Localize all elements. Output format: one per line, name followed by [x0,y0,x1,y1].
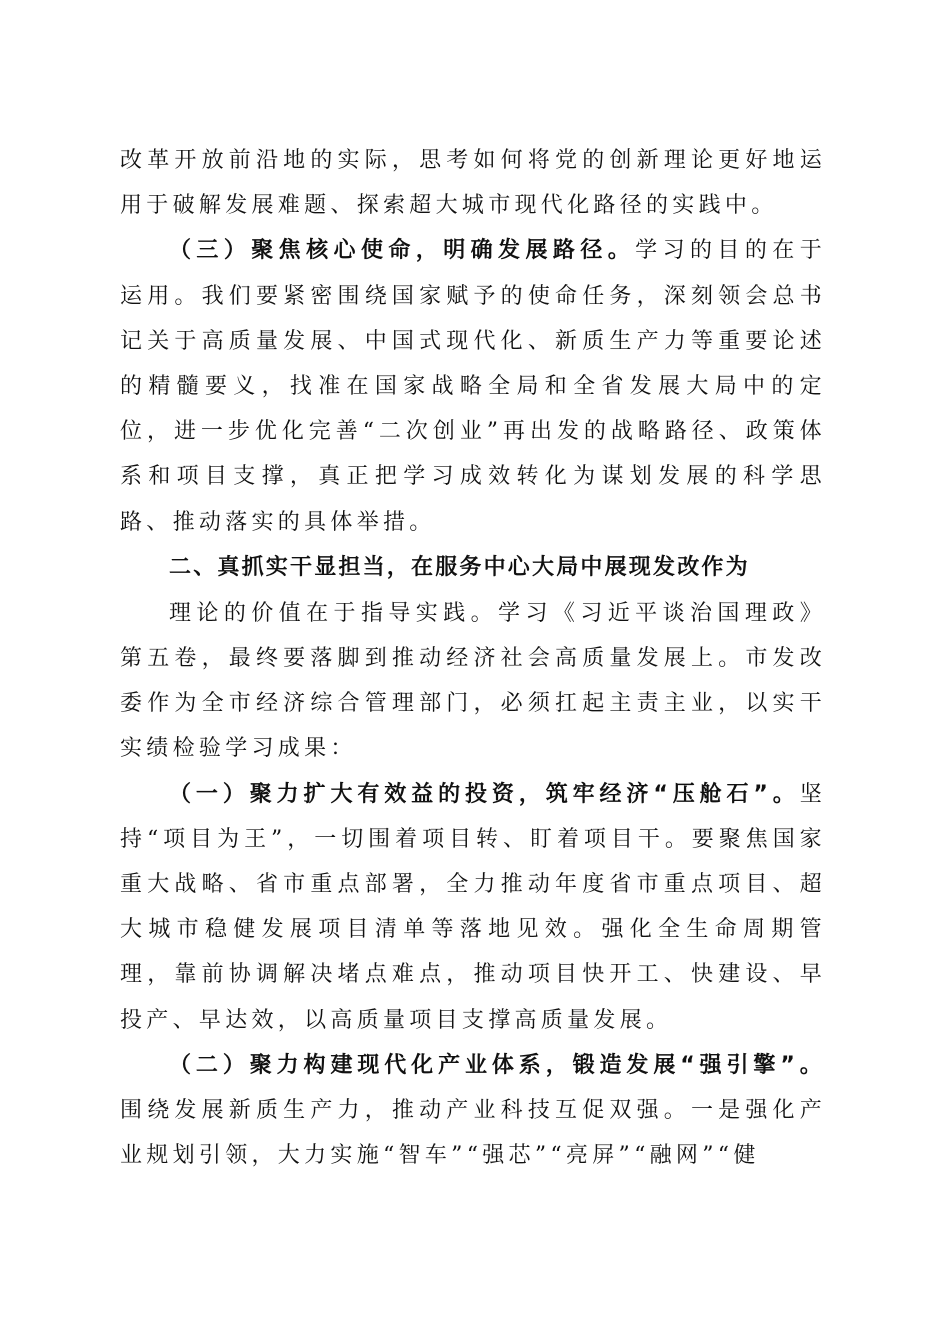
paragraph-body-core-mission: 学习的目的在于运用。我们要紧密围绕国家赋予的使命任务，深刻领会总书记关于高质量发展、中国式现代化、新质生产力等重要论述的精髓要义，找准在国家战略全局和全省发展大局中的定位，进一步优化完善“二次创业”再出发的战略路径、政策体系和项目支撑，真正把学习成效转化为谋划发展的科学思路、推动落实的具体举措。 [120,238,826,535]
paragraph-theory-practice: 理论的价值在于指导实践。学习《习近平谈治国理政》第五卷，最终要落脚到推动经济社会高质量发展上。市发改委作为全市经济综合管理部门，必须扛起主责主业，以实干实绩检验学习成果： [120,600,826,762]
paragraph-core-mission [120,228,826,544]
paragraph-industry-system [120,1043,826,1179]
document-page [120,138,826,1178]
paragraph-lead-core-mission: （三）聚焦核心使命，明确发展路径。 [169,238,636,264]
paragraph-continuation: 改革开放前沿地的实际，思考如何将党的创新理论更好地运用于破解发展难题、探索超大城市现代化路径的实践中。 [120,148,826,219]
paragraph-body-investment: 坚持“项目为王”，一切围着项目转、盯着项目干。要聚焦国家重大战略、省市重点部署，全力推动年度省市重点项目、超大城市稳健发展项目清单等落地见效。强化全生命周期管理，靠前协调解决堵点难点，推动项目快开工、快建设、早投产、早达效，以高质量项目支撑高质量发展。 [120,781,826,1033]
section-heading-2: 二、真抓实干显担当，在服务中心大局中展现发改作为 [169,554,750,580]
paragraph-lead-industry-system: （二）聚力构建现代化产业体系，锻造发展“强引擎”。 [169,1052,826,1078]
paragraph-body-industry-system: 围绕发展新质生产力，推动产业科技互促双强。一是强化产业规划引领，大力实施“智车”“强芯”“亮屏”“融网”“健 [120,1098,826,1169]
paragraph-investment [120,772,826,1043]
paragraph-lead-investment: （一）聚力扩大有效益的投资，筑牢经济“压舱石”。 [169,781,800,807]
